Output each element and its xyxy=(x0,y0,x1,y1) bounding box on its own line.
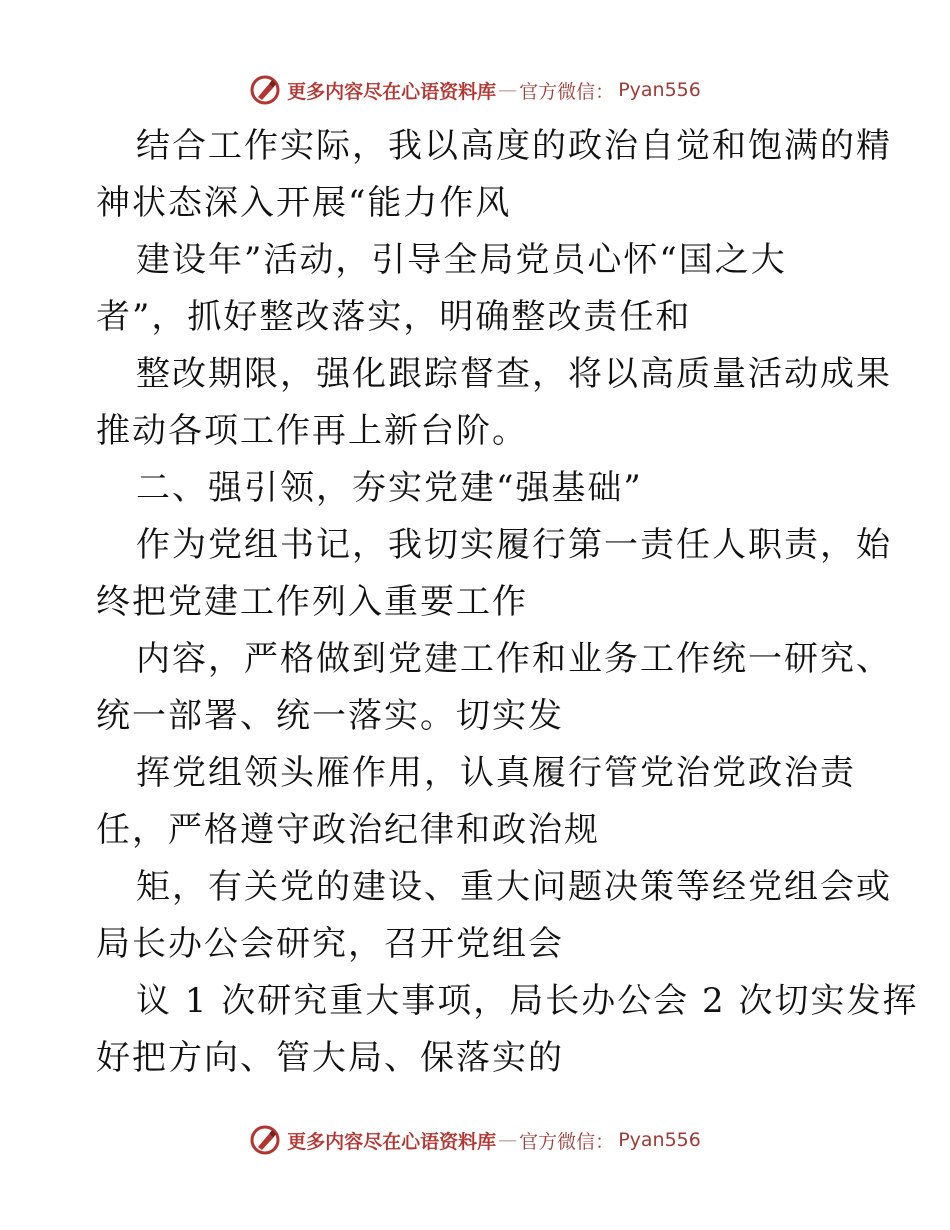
text-line: 局长办公会研究，召开党组会 xyxy=(96,924,564,964)
pen-logo-icon xyxy=(249,1124,281,1156)
text-line: 矩，有关党的建设、重大问题决策等经党组会或 xyxy=(136,867,892,907)
header-watermark xyxy=(0,70,950,110)
text-line: 统一部署、统一落实。切实发 xyxy=(96,696,564,736)
text-line: 作为党组书记，我切实履行第一责任人职责，始 xyxy=(136,525,892,565)
watermark-separator: — xyxy=(498,79,518,101)
footer-watermark xyxy=(0,1120,950,1160)
text-line: 任，严格遵守政治纪律和政治规 xyxy=(96,810,600,850)
text-line: 者”，抓好整改落实，明确整改责任和 xyxy=(96,297,692,337)
text-line: 推动各项工作再上新台阶。 xyxy=(96,411,528,451)
section-heading: 二、强引领，夯实党建“强基础” xyxy=(136,468,643,508)
document-body xyxy=(96,118,919,1087)
text-line: 终把党建工作列入重要工作 xyxy=(96,582,528,622)
watermark-account-id: Pyan556 xyxy=(618,1129,701,1151)
text-line: 好把方向、管大局、保落实的 xyxy=(96,1038,564,1078)
text-line: 结合工作实际，我以高度的政治自觉和饱满的精 xyxy=(136,126,892,166)
text-line: 建设年”活动，引导全局党员心怀“国之大 xyxy=(136,240,787,280)
text-line: 整改期限，强化跟踪督查，将以高质量活动成果 xyxy=(136,354,892,394)
watermark-account-label: 官方微信： xyxy=(519,1130,615,1153)
watermark-separator: — xyxy=(498,1129,518,1151)
watermark-main-text: 更多内容尽在心语资料库 xyxy=(287,80,497,103)
pen-logo-icon xyxy=(249,74,281,106)
watermark-account-label: 官方微信： xyxy=(519,80,615,103)
watermark-main-text: 更多内容尽在心语资料库 xyxy=(287,1130,497,1153)
text-line: 神状态深入开展“能力作风 xyxy=(96,183,512,223)
text-line: 内容，严格做到党建工作和业务工作统一研究、 xyxy=(136,639,892,679)
watermark-account-id: Pyan556 xyxy=(618,79,701,101)
text-line: 挥党组领头雁作用，认真履行管党治党政治责 xyxy=(136,753,856,793)
text-line: 议 1 次研究重大事项，局长办公会 2 次切实发挥 xyxy=(136,981,919,1021)
